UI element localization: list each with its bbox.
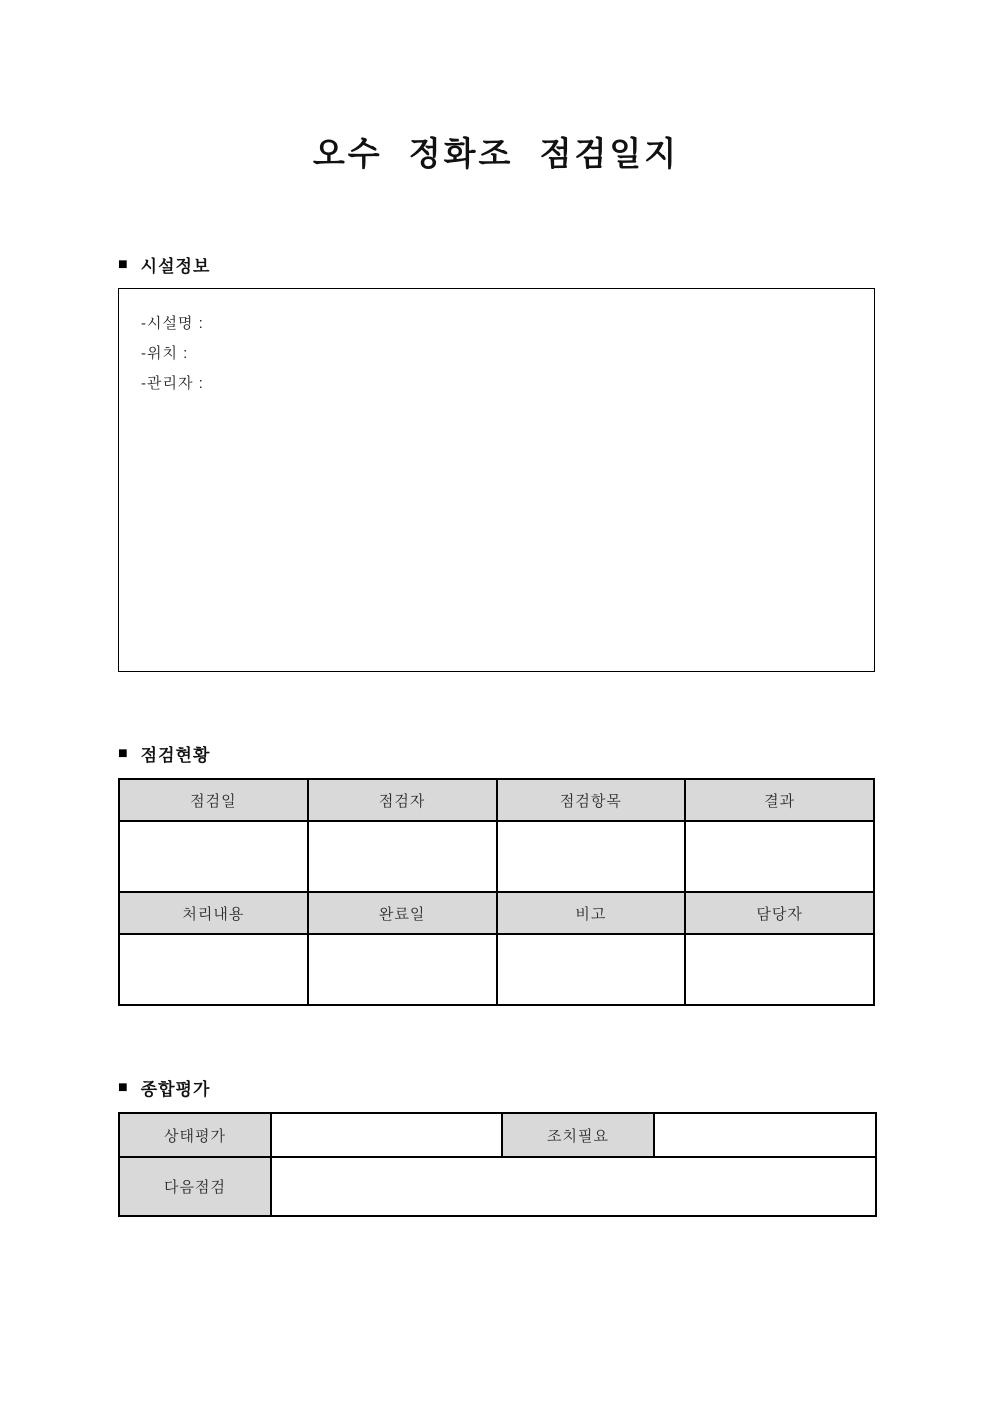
evaluation-table <box>118 1112 877 1217</box>
page-title: 오수 정화조 점검일지 <box>312 135 680 172</box>
cell-person-in-charge[interactable] <box>685 934 874 1005</box>
section-heading-facility-label: 시설정보 <box>140 257 211 276</box>
cell-completion-date[interactable] <box>308 934 497 1005</box>
label-next-inspection: 다음점검 <box>119 1157 271 1216</box>
cell-condition-rating[interactable] <box>271 1113 502 1157</box>
inspection-value-row-1 <box>119 821 874 892</box>
col-header-person-in-charge: 담당자 <box>685 892 874 934</box>
section-marker-square: ■ <box>118 255 129 273</box>
cell-inspection-date[interactable] <box>119 821 308 892</box>
section-marker-square: ■ <box>118 1078 129 1096</box>
col-header-inspector: 점검자 <box>308 779 497 821</box>
section-heading-inspection <box>118 741 210 766</box>
cell-result[interactable] <box>685 821 874 892</box>
label-action-required: 조치필요 <box>502 1113 654 1157</box>
section-heading-facility <box>118 252 210 277</box>
cell-inspection-item[interactable] <box>497 821 686 892</box>
cell-inspector[interactable] <box>308 821 497 892</box>
cell-action-required[interactable] <box>654 1113 876 1157</box>
cell-action-taken[interactable] <box>119 934 308 1005</box>
facility-field-name-label: -시설명 : <box>141 315 204 332</box>
inspection-table <box>118 778 875 1006</box>
section-heading-evaluation <box>118 1075 210 1100</box>
inspection-header-row-1 <box>119 779 874 821</box>
evaluation-row-2 <box>119 1157 876 1216</box>
label-condition-rating: 상태평가 <box>119 1113 271 1157</box>
cell-remarks[interactable] <box>497 934 686 1005</box>
cell-next-inspection[interactable] <box>271 1157 876 1216</box>
section-marker-square: ■ <box>118 744 129 762</box>
col-header-inspection-date: 점검일 <box>119 779 308 821</box>
section-heading-inspection-label: 점검현황 <box>140 746 211 765</box>
col-header-remarks: 비고 <box>497 892 686 934</box>
evaluation-row-1 <box>119 1113 876 1157</box>
facility-field-location-label: -위치 : <box>141 345 189 362</box>
col-header-result: 결과 <box>685 779 874 821</box>
col-header-completion-date: 완료일 <box>308 892 497 934</box>
section-heading-evaluation-label: 종합평가 <box>140 1080 211 1099</box>
facility-field-manager-label: -관리자 : <box>141 375 204 392</box>
col-header-inspection-item: 점검항목 <box>497 779 686 821</box>
inspection-header-row-2 <box>119 892 874 934</box>
facility-info-box <box>118 288 875 672</box>
inspection-value-row-2 <box>119 934 874 1005</box>
col-header-action-taken: 처리내용 <box>119 892 308 934</box>
